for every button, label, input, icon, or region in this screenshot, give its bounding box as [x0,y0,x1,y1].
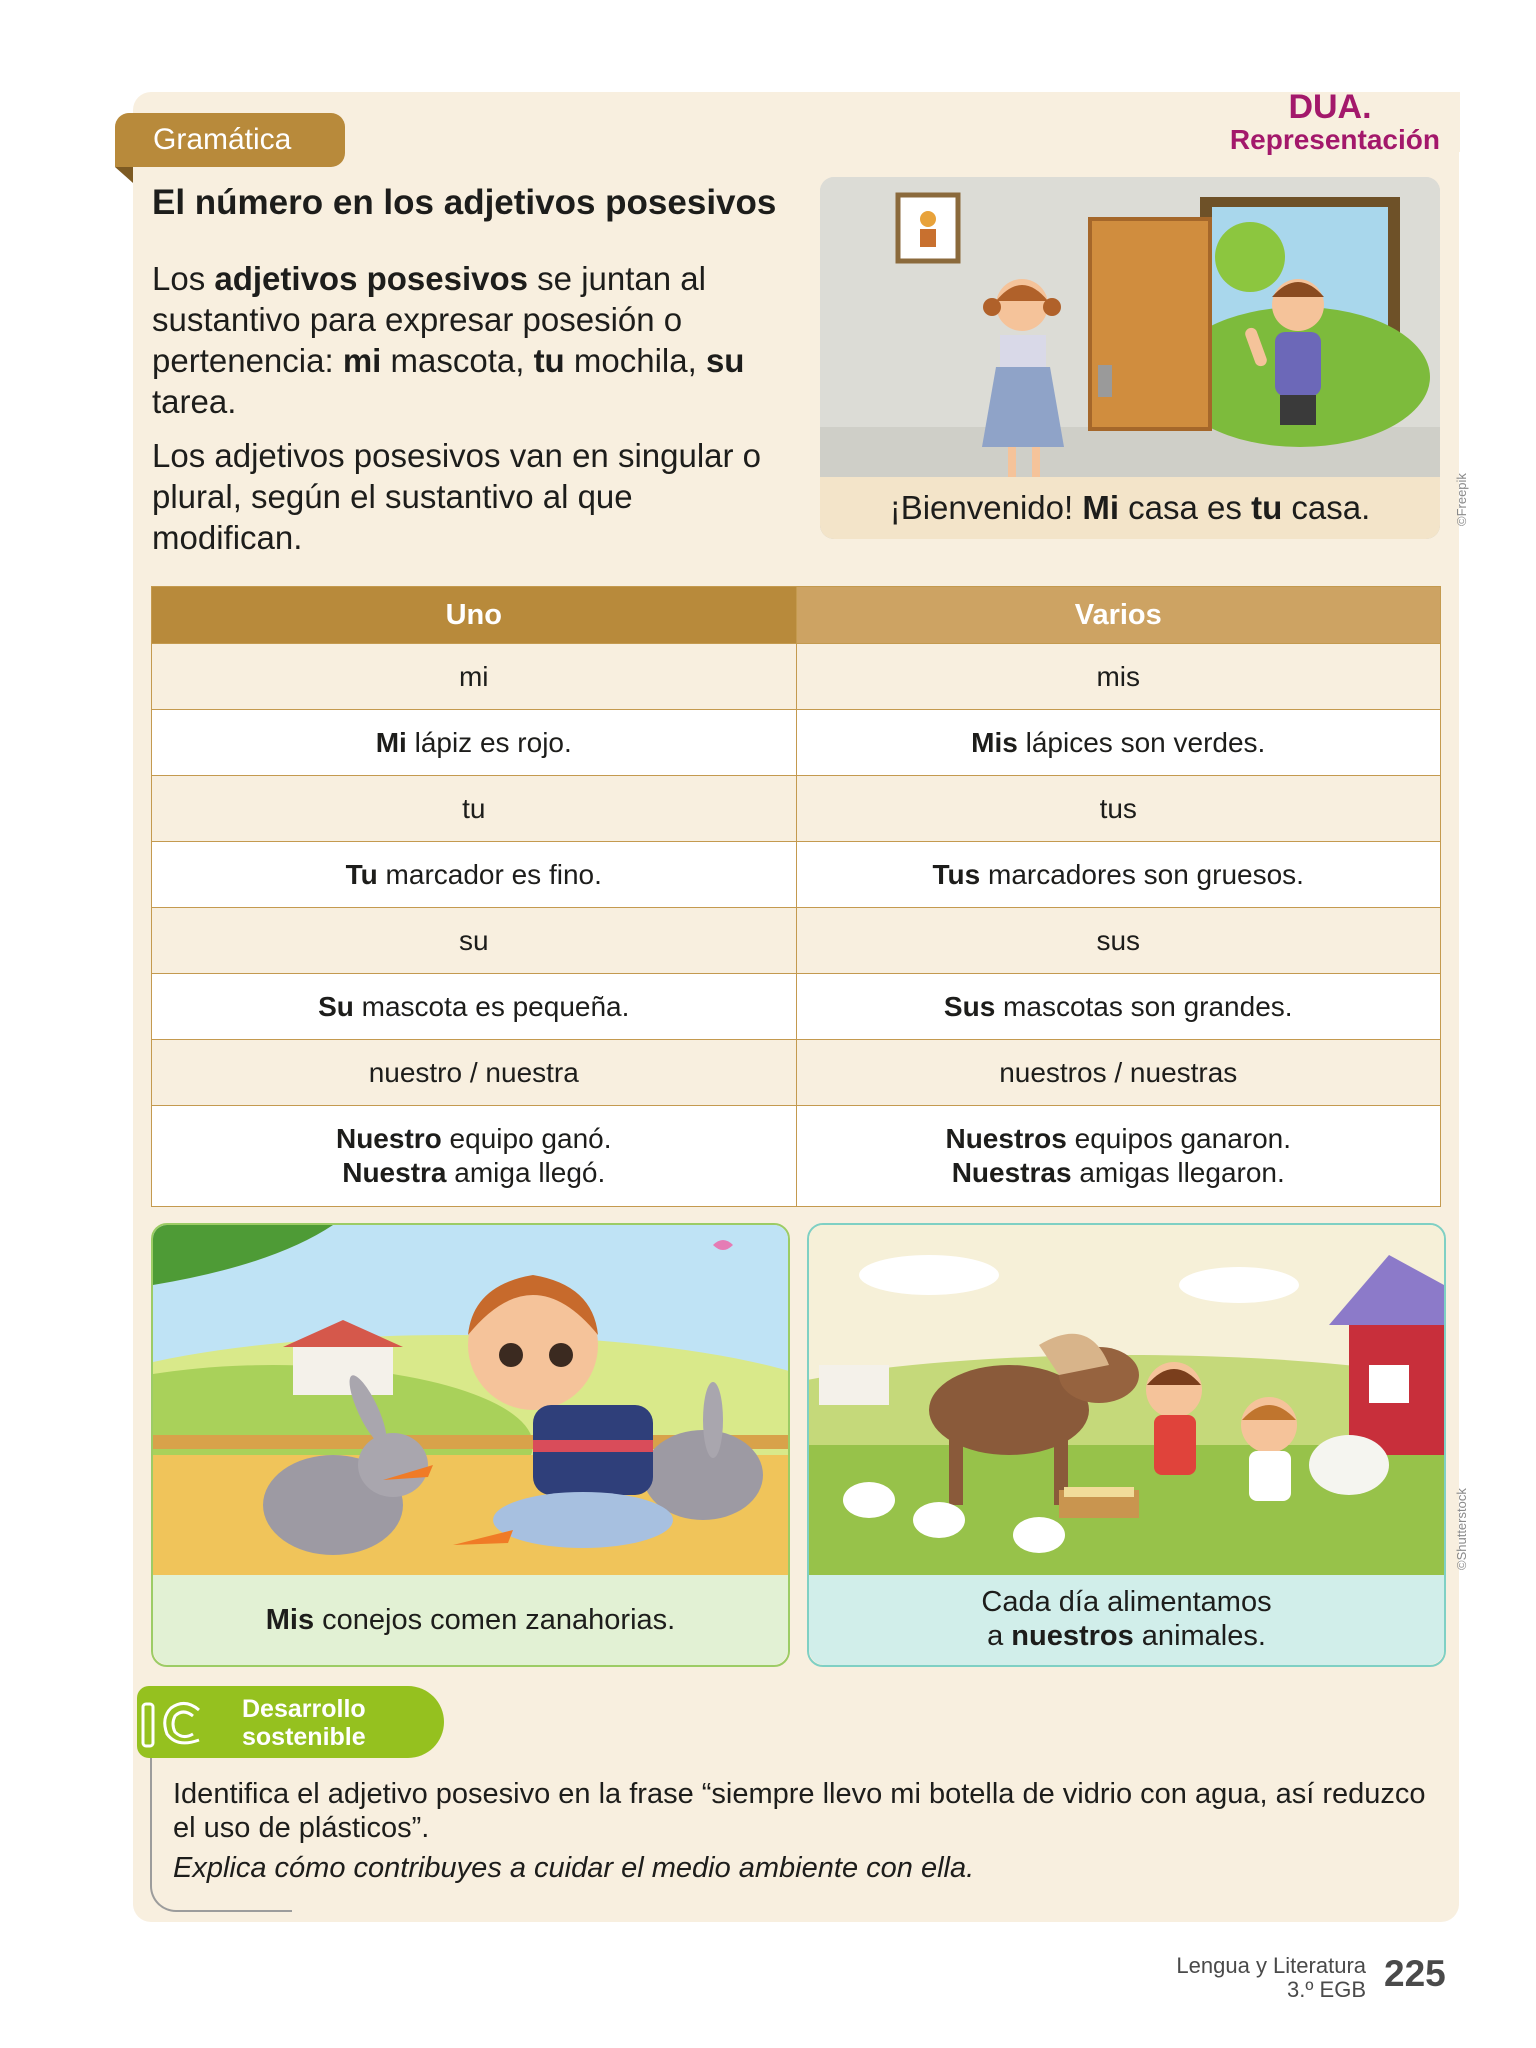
table-cell: Tus marcadores son gruesos. [796,842,1441,908]
task-text: Identifica el adjetivo posesivo en la frase “siempre llevo mi botella de vidrio con agua, así reduzco el uso de plásticos”. Explica cómo contribuyes a cuidar el medio ambiente con ella. [173,1778,1426,1884]
table-cell: Sus mascotas son grandes. [796,974,1441,1040]
table-cell: Nuestro equipo ganó. Nuestra amiga llegó. [152,1106,797,1207]
open-door [1090,219,1210,429]
table-cell: Nuestros equipos ganaron. Nuestras amigas llegaron. [796,1106,1441,1207]
freepik-credit: ©Freepik [1454,473,1469,526]
table-cell: mi [152,644,797,710]
farm-illustration [807,1223,1446,1667]
table-row [152,776,1441,842]
hen [843,1482,895,1518]
dua-title: DUA. [1288,88,1372,126]
lesson-title: El número en los adjetivos posesivos [152,183,777,222]
table-cell: Tu marcador es fino. [152,842,797,908]
table-cell: Mi lápiz es rojo. [152,710,797,776]
footer-grade: 3.º EGB [1287,1977,1366,2002]
lesson-paragraph-1: Los adjetivos posesivos se juntan al sustantivo para expresar posesión o pertenencia: mi mascota, tu mochila, su tarea. [152,260,745,420]
table-row [152,974,1441,1040]
wall-picture-frame [898,195,958,261]
table-cell: su [152,908,797,974]
table-cell: nuestros / nuestras [796,1040,1441,1106]
dua-subtitle: Representación [1229,124,1440,155]
table-row [152,908,1441,974]
table-cell: tu [152,776,797,842]
table-cell: Mis lápices son verdes. [796,710,1441,776]
column-header-varios: Varios [796,587,1441,644]
table-row [152,644,1441,710]
table-row [152,1040,1441,1106]
column-header-uno: Uno [152,587,797,644]
rabbits-illustration [151,1223,790,1667]
farm-scene [809,1225,1444,1575]
possessives-table [151,586,1441,1207]
table-row [152,842,1441,908]
section-tab-fold [115,167,133,183]
page-number: 225 [1384,1953,1446,1994]
table-cell: sus [796,908,1441,974]
section-tab: Gramática [115,113,345,167]
table-row [152,710,1441,776]
footer-subject: Lengua y Literatura [1176,1953,1366,1978]
rabbits-scene [153,1225,788,1575]
shutterstock-credit: ©Shutterstock [1454,1488,1469,1570]
welcome-caption: ¡Bienvenido! Mi casa es tu casa. [820,477,1440,539]
lamb [1309,1435,1389,1495]
farm-caption: Cada día alimentamos a nuestros animales. [809,1575,1444,1665]
ic-icon [137,1686,209,1758]
table-cell: tus [796,776,1441,842]
table-row [152,1106,1441,1207]
table-cell: nuestro / nuestra [152,1040,797,1106]
rabbits-caption: Mis conejos comen zanahorias. [153,1575,788,1665]
sustainable-badge-label: Desarrollo sostenible [242,1695,366,1751]
table-cell: Su mascota es pequeña. [152,974,797,1040]
table-cell: mis [796,644,1441,710]
lesson-paragraph-2: Los adjetivos posesivos van en singular o plural, según el sustantivo al que modifican. [152,437,762,556]
